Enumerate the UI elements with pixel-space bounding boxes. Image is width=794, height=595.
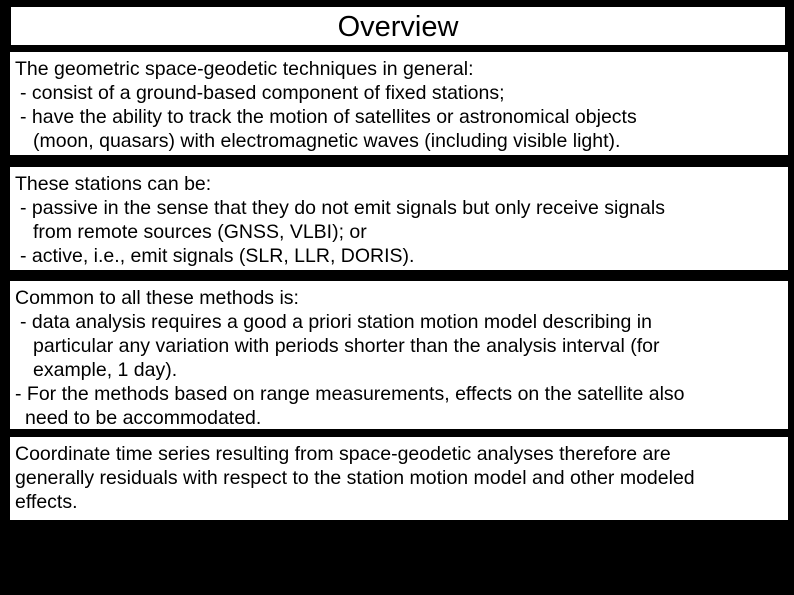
bullet-continuation: (moon, quasars) with electromagnetic waves (including visible light). [33, 130, 621, 152]
bullet-item: - active, i.e., emit signals (SLR, LLR, DORIS). [20, 245, 415, 267]
bullet-item: - For the methods based on range measurements, effects on the satellite also [15, 383, 685, 405]
panel-geodetic-techniques [9, 51, 789, 156]
panel-heading: Common to all these methods is: [15, 287, 299, 309]
paragraph-line: generally residuals with respect to the station motion model and other modeled [15, 467, 695, 489]
panel-station-types [9, 166, 789, 271]
panel-heading: The geometric space-geodetic techniques in general: [15, 58, 474, 80]
bullet-item: - data analysis requires a good a priori station motion model describing in [20, 311, 652, 333]
paragraph-line: Coordinate time series resulting from space-geodetic analyses therefore are [15, 443, 671, 465]
bullet-continuation: need to be accommodated. [25, 407, 262, 429]
bullet-item: - passive in the sense that they do not emit signals but only receive signals [20, 197, 665, 219]
bullet-item: - have the ability to track the motion of satellites or astronomical objects [20, 106, 637, 128]
panel-heading: These stations can be: [15, 173, 212, 195]
paragraph-line: effects. [15, 491, 78, 513]
slide-title-box [10, 6, 786, 46]
bullet-continuation: particular any variation with periods shorter than the analysis interval (for [33, 335, 660, 357]
bullet-item: - consist of a ground-based component of fixed stations; [20, 82, 505, 104]
bullet-continuation: example, 1 day). [33, 359, 178, 381]
bullet-continuation: from remote sources (GNSS, VLBI); or [33, 221, 367, 243]
panel-common-methods [9, 280, 789, 430]
slide-title: Overview [337, 11, 459, 43]
panel-coordinate-time-series [9, 436, 789, 521]
